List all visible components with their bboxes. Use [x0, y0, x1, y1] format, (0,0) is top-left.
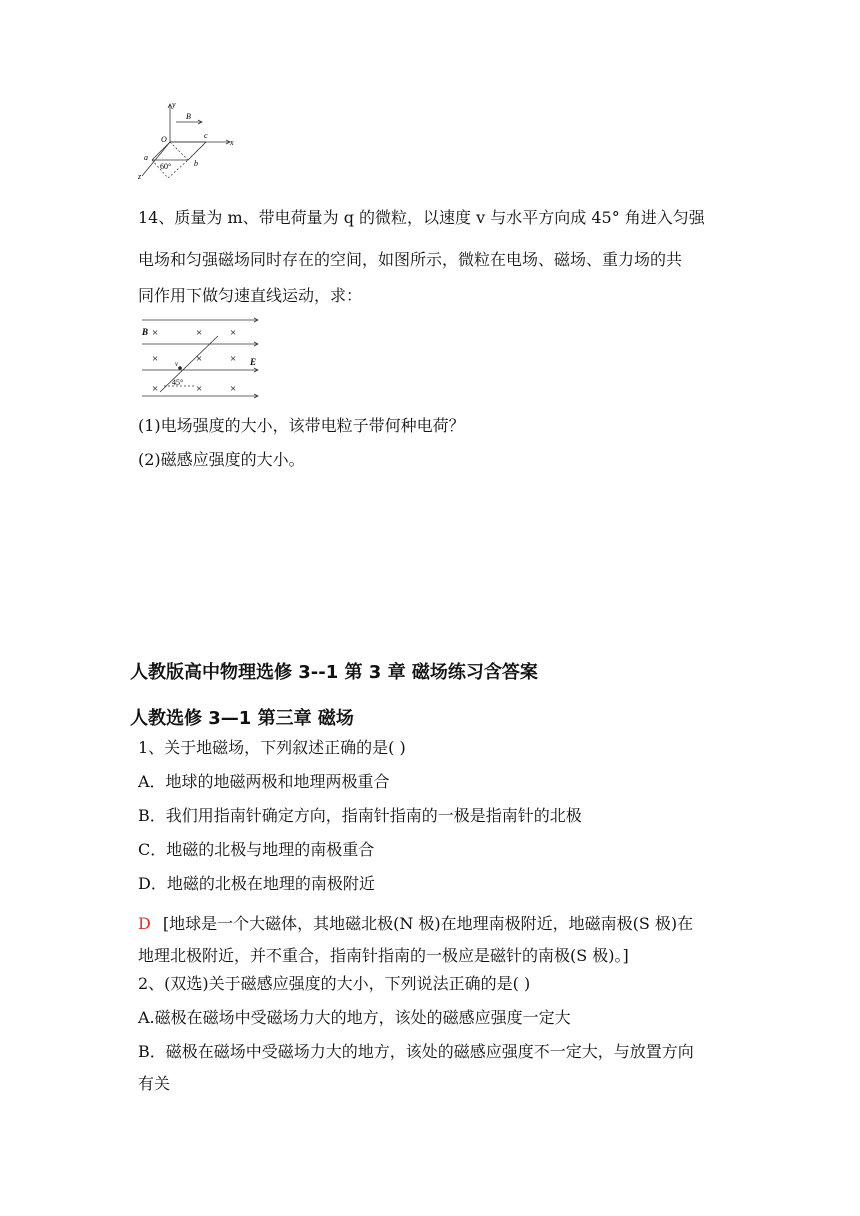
fig2-cross: × — [230, 353, 237, 365]
fig2-label-E: E — [250, 357, 257, 367]
q1-option-b: B．我们用指南针确定方向，指南针指南的一极是指南针的北极 — [138, 806, 582, 825]
q2-option-a: A.磁极在磁场中受磁场力大的地方，该处的磁感应强度一定大 — [138, 1008, 571, 1027]
chapter-heading: 人教选修 3—1 第三章 磁场 — [130, 708, 354, 729]
fig1-label-z: z — [138, 172, 142, 181]
fig2-label-angle: 45° — [172, 378, 184, 387]
fig1-label-b: b — [194, 159, 198, 168]
fig1-label-angle: 60° — [160, 162, 172, 171]
q1-explain1: [地球是一个大磁体，其地磁北极(N 极)在地理南极附近，地磁南极(S 极)在 — [162, 914, 694, 933]
section-heading: 人教版高中物理选修 3--1 第 3 章 磁场练习含答案 — [130, 662, 538, 683]
q1-option-a: A．地球的地磁两极和地理两极重合 — [138, 772, 390, 791]
q14-part1: (1)电场强度的大小，该带电粒子带何种电荷？ — [138, 416, 465, 435]
fig2-cross: × — [196, 327, 203, 339]
fig2-cross: × — [196, 353, 203, 365]
fig2-cross: × — [152, 353, 159, 365]
fig1-label-c: c — [204, 131, 208, 140]
fig2-label-v: v — [175, 360, 179, 368]
fig2-cross: × — [196, 383, 203, 395]
fig2-cross: × — [230, 327, 237, 339]
figure-coordinate-loop — [132, 98, 244, 184]
q14-line1: 14、质量为 m、带电荷量为 q 的微粒，以速度 v 与水平方向成 45° 角进入匀强 — [138, 208, 705, 227]
fig2-cross: × — [152, 327, 159, 339]
fig2-cross: × — [152, 383, 159, 395]
q1-option-d: D．地磁的北极在地理的南极附近 — [138, 874, 375, 893]
fig1-label-x: x — [230, 138, 234, 147]
fig1-label-O: O — [161, 135, 167, 144]
q14-line3: 同作用下做匀速直线运动，求： — [138, 286, 363, 305]
figure-field-particle — [140, 316, 264, 400]
fig2-label-B: B — [142, 327, 149, 337]
q2-option-b-line1: B．磁极在磁场中受磁场力大的地方，该处的磁感应强度不一定大，与放置方向 — [138, 1042, 694, 1061]
q14-part2: (2)磁感应强度的大小。 — [138, 450, 305, 469]
q2-option-b-line2: 有关 — [138, 1074, 171, 1093]
q1-stem: 1、关于地磁场，下列叙述正确的是( ) — [138, 738, 406, 757]
fig1-label-y: y — [172, 100, 176, 109]
q1-explanation-line1 — [138, 914, 693, 934]
q1-explanation-line2: 地理北极附近，并不重合，指南针指南的一极应是磁针的南极(S 极)。] — [138, 946, 629, 965]
q14-line2: 电场和匀强磁场同时存在的空间，如图所示，微粒在电场、磁场、重力场的共 — [138, 250, 683, 269]
q1-answer: D — [138, 914, 151, 933]
fig1-label-B: B — [186, 112, 191, 121]
q1-option-c: C．地磁的北极与地理的南极重合 — [138, 840, 375, 859]
q2-stem: 2、(双选)关于磁感应强度的大小，下列说法正确的是( ) — [138, 974, 531, 993]
fig1-label-a: a — [144, 153, 148, 162]
fig2-cross: × — [230, 383, 237, 395]
